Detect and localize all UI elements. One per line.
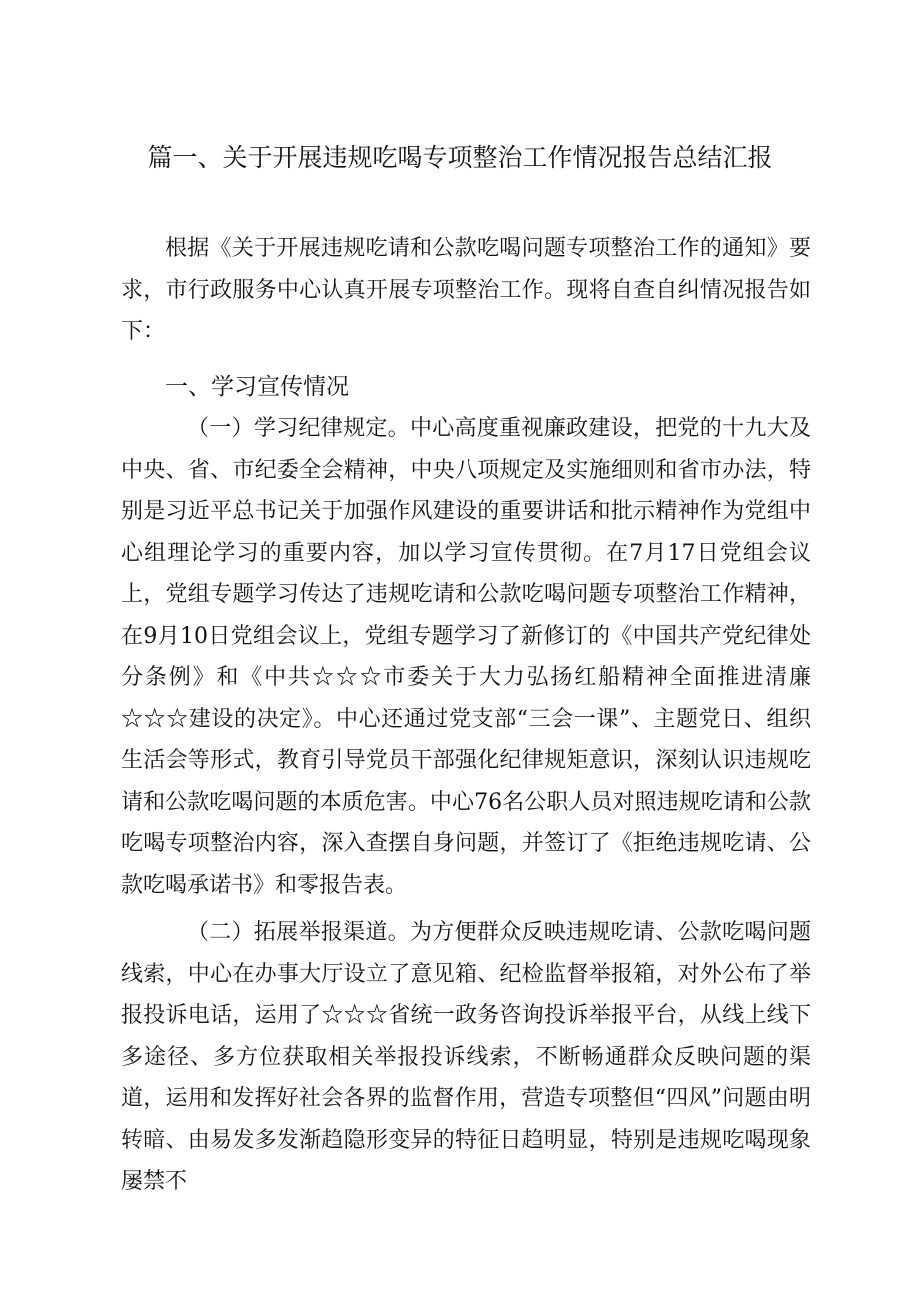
section-heading-study-publicity: 一、学习宣传情况 bbox=[165, 373, 349, 400]
intro-paragraph: 根据《关于开展违规吃请和公款吃喝问题专项整治工作的通知》要求，市行政服务中心认真开展专项整治工作。现将自查自纠情况报告如下： bbox=[121, 236, 811, 344]
paragraph-study-discipline: （一）学习纪律规定。中心高度重视廉政建设，把党的十九大及中央、省、市纪委全会精神，中央八项规定及实施细则和省市办法，特别是习近平总书记关于加强作风建设的重要讲话和批示精神作为党组中心组理论学习的重要内容，加以学习宣传贯彻。在7月17日党组会议上，党组专题学习传达了违规吃请和公款吃喝问题专项整治工作精神，在9月10日党组会议上，党组专题学习了新修订的《中国共产党纪律处分条例》和《中共☆☆☆市委关于大力弘扬红船精神全面推进清廉☆☆☆建设的决定》。中心还通过党支部“三会一课”、主题党日、组织生活会等形式，教育引导党员干部强化纪律规矩意识，深刻认识违规吃请和公款吃喝问题的本质危害。中心76名公职人员对照违规吃请和公款吃喝专项整治内容，深入查摆自身问题，并签订了《拒绝违规吃请、公款吃喝承诺书》和零报告表。 bbox=[121, 416, 811, 898]
spacer bbox=[121, 353, 811, 359]
document-title: 篇一、关于开展违规吃喝专项整治工作情况报告总结汇报 bbox=[147, 143, 773, 172]
paragraph-report-channels: （二）拓展举报渠道。为方便群众反映违规吃请、公款吃喝问题线索，中心在办事大厅设立了意见箱、纪检监督举报箱，对外公布了举报投诉电话，运用了☆☆☆省统一政务咨询投诉举报平台，从线上线下多途径、多方位获取相关举报投诉线索，不断畅通群众反映问题的渠道，运用和发挥好社会各界的监督作用，营造专项整但“四风”问题由明转暗、由易发多发渐趋隐形变异的特征日趋明显，特别是违规吃喝现象屡禁不 bbox=[121, 920, 811, 1194]
document-body bbox=[121, 228, 811, 1203]
